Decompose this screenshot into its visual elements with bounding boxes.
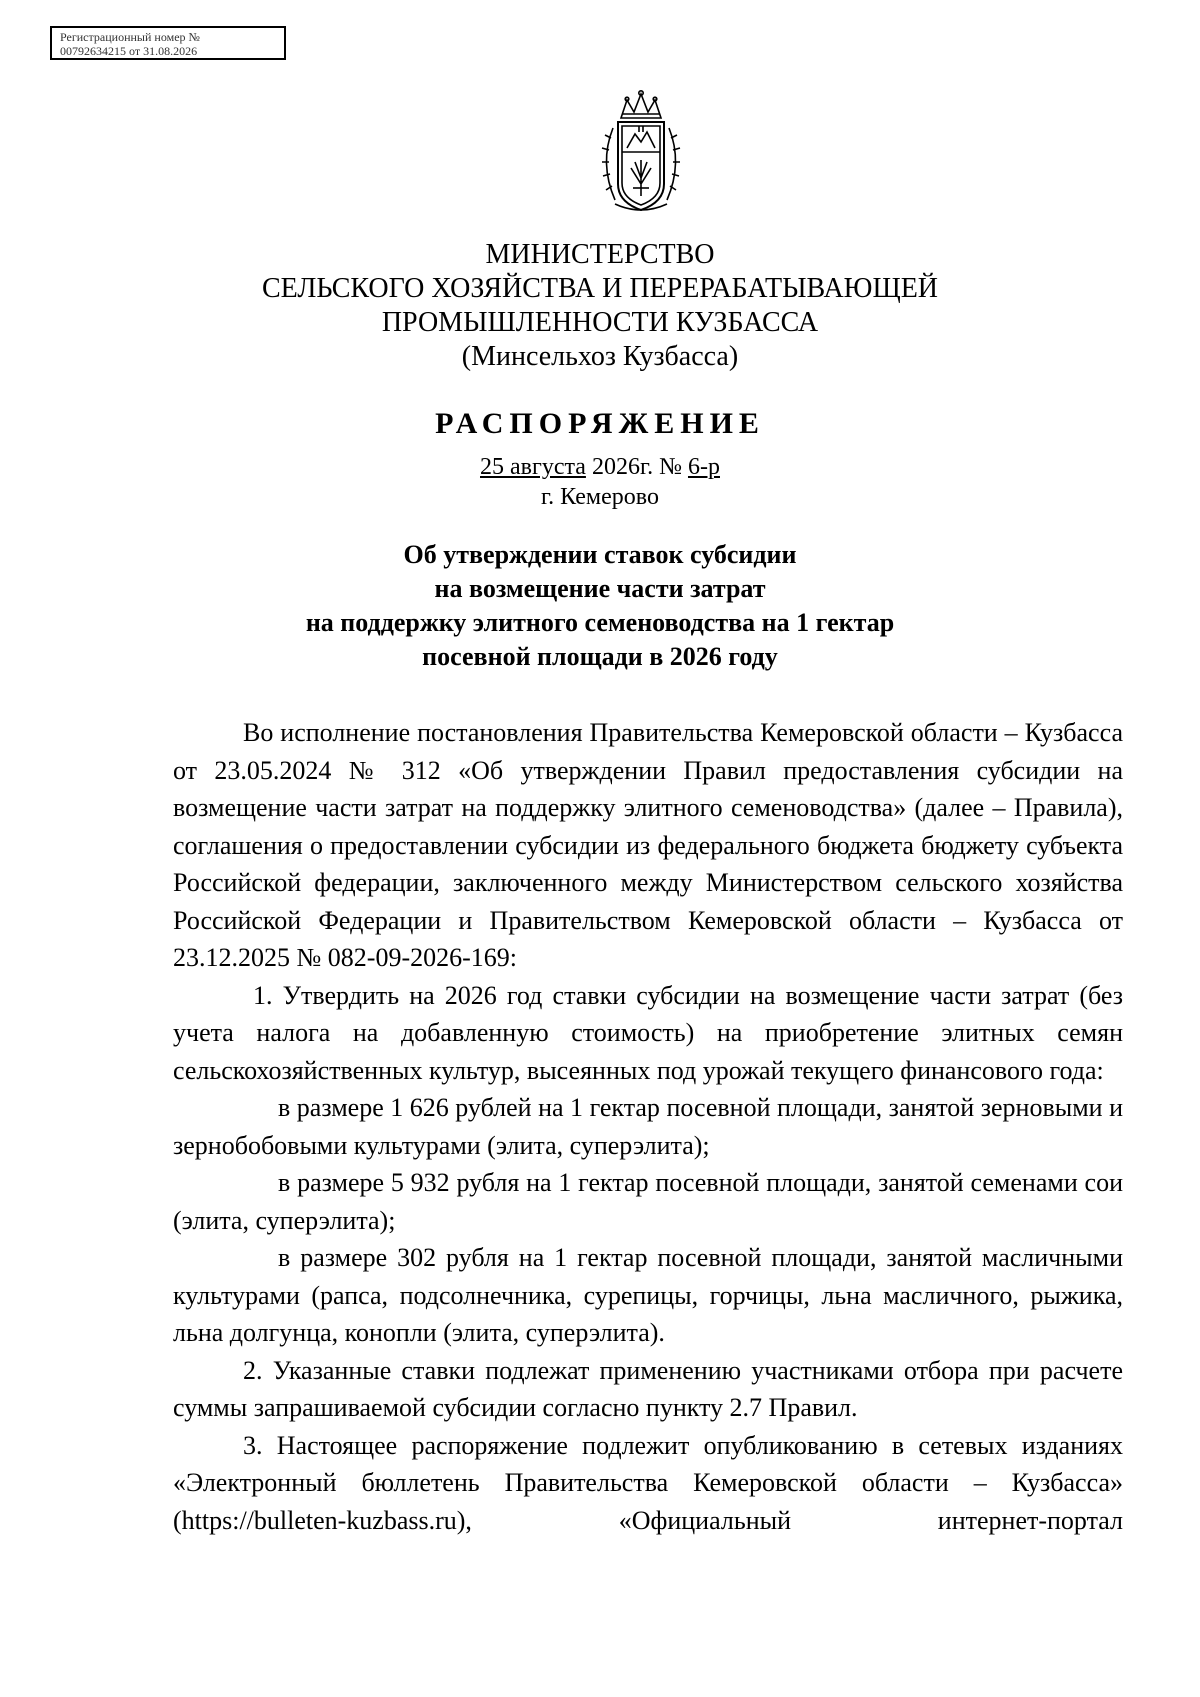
document-city: г. Кемерово [541, 484, 659, 510]
rate-soy-paragraph: в размере 5 932 рубля на 1 гектар посевной площади, занятой семенами сои (элита, суперэлита); [173, 1168, 1123, 1235]
date-year: 2026г. [591, 454, 654, 480]
document-body [173, 714, 1123, 1539]
registration-number: 00792634215 от 31.08.2026 [60, 44, 198, 58]
document-date-number [0, 452, 1200, 482]
preamble-paragraph: Во исполнение постановления Правительства Кемеровской области – Кузбасса от 23.05.2024 № 312 «Об утверждении Правил предоставления субсидии на возмещение части затрат на поддержку элитного семеноводства» (далее – Правила), соглашения о предоставлении субсидии из федерального бюджета бюджету субъекта Российской федерации, заключенного между Министерством сельского хозяйства Российской Федерации и Правительством Кемеровской области – Кузбасса от 23.12.2025 № 082-09-2026-169: [173, 718, 1123, 972]
subject-line-1: Об утверждении ставок субсидии [403, 540, 797, 569]
document-subject [0, 538, 1200, 674]
header-line-ministry: МИНИСТЕРСТВО [485, 239, 715, 270]
rate-grain-paragraph: в размере 1 626 рублей на 1 гектар посевной площади, занятой зерновыми и зернобобовыми культурами (элита, суперэлита); [173, 1093, 1123, 1160]
subject-line-2: на возмещение части затрат [434, 574, 766, 603]
registration-stamp [50, 26, 286, 60]
header-line-agriculture: СЕЛЬСКОГО ХОЗЯЙСТВА И ПЕРЕРАБАТЫВАЮЩЕЙ [261, 273, 939, 304]
registration-label: Регистрационный номер № [60, 30, 200, 44]
item-2-paragraph: 2. Указанные ставки подлежат применению участниками отбора при расчете суммы запрашиваемой субсидии согласно пункту 2.7 Правил. [173, 1355, 1123, 1422]
rate-oilseed-paragraph: в размере 302 рубля на 1 гектар посевной площади, занятой масличными культурами (рапса, подсолнечника, сурепицы, горчицы, льна масличного, рыжика, льна долгунца, конопли (элита, суперэлита). [173, 1243, 1123, 1347]
item-1-paragraph: 1. Утвердить на 2026 год ставки субсидии на возмещение части затрат (без учета налога на добавленную стоимость) на приобретение элитных семян сельскохозяйственных культур, высеянных под урожай текущего финансового года: [173, 980, 1123, 1085]
document-type: РАСПОРЯЖЕНИЕ [435, 407, 765, 440]
date-day-month: 25 августа [480, 454, 586, 480]
item-3-paragraph: 3. Настоящее распоряжение подлежит опубликованию в сетевых изданиях «Электронный бюллетень Правительства Кемеровской области – Кузбасса» (https://bulleten-kuzbass.ru), «Официальный интернет-портал [173, 1430, 1123, 1535]
subject-line-3: на поддержку элитного семеноводства на 1 гектар [305, 608, 895, 637]
document-number: 6-р [687, 454, 720, 480]
kuzbass-coat-of-arms-icon [591, 88, 691, 218]
header-line-short-name: (Минсельхоз Кузбасса) [461, 341, 739, 372]
number-sign: № [659, 454, 682, 480]
ministry-header [0, 238, 1200, 374]
header-line-industry: ПРОМЫШЛЕННОСТИ КУЗБАССА [381, 307, 819, 338]
subject-line-4: посевной площади в 2026 году [422, 642, 778, 671]
